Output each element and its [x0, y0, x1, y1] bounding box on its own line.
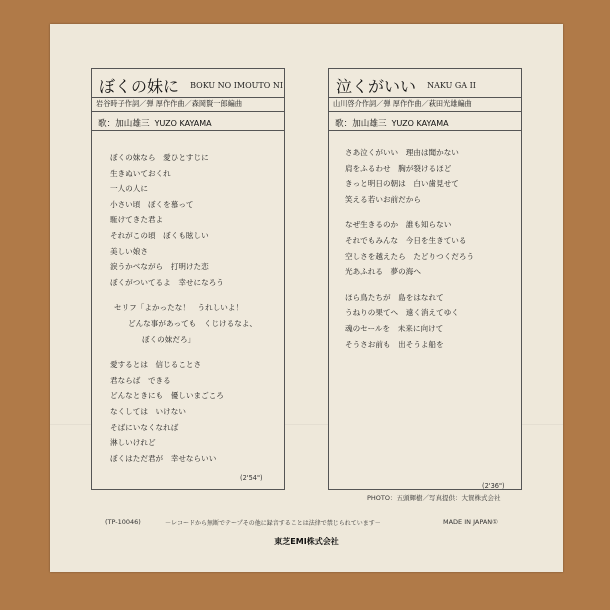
lyric-line: そうさお前も 出そうよ船を [345, 339, 444, 349]
lyric-line: 魂のセールを 未来に向けて [345, 323, 444, 333]
copyright-notice: －レコードから無断でテープその他に録音することは法律で禁じられています－ [165, 520, 381, 527]
lyric-line: 光あふれる 夢の海へ [345, 267, 421, 277]
lyric-line: 空しさを越えたら たどりつくだろう [345, 251, 475, 261]
lyric-line: 一人の人に [110, 184, 148, 194]
lyric-line: 君ならば できる [110, 375, 171, 385]
lyric-line: それでもみんな 今日を生きている [345, 235, 467, 245]
serifu-line: セリフ「よかったな！ うれしいよ！ [114, 303, 244, 313]
lyric-line: 淋しいけれど [110, 438, 156, 448]
left-title-rule [92, 97, 284, 98]
lyric-line: なくしては いけない [110, 406, 186, 416]
lyric-line: 駈けてきた君よ [110, 215, 164, 225]
left-lyrics [110, 150, 280, 466]
lyric-line: 美しい娘さ [110, 246, 148, 256]
left-duration: (2'54") [240, 474, 263, 482]
right-song-panel [328, 68, 522, 490]
lyric-line: 笑える若いお前だから [345, 194, 421, 204]
left-singer [98, 117, 212, 129]
left-singer-jp: 歌：加山雄三 [98, 119, 150, 129]
right-credits-rule [329, 111, 521, 112]
left-singer-rule [92, 130, 284, 131]
lyric-line: それがこの頃 ぼくも眩しい [110, 230, 209, 240]
serifu-line: どんな事があっても くじけるなよ、 [128, 318, 258, 328]
made-in-japan: MADE IN JAPAN① [443, 518, 498, 526]
record-label: 東芝EMI株式会社 [274, 537, 339, 546]
left-title-row [99, 74, 284, 96]
right-title-row [336, 74, 517, 96]
lyric-line: なぜ生きるのか 誰も知らない [345, 220, 452, 230]
right-singer-jp: 歌：加山雄三 [335, 119, 387, 129]
right-duration: (2'36") [482, 482, 505, 490]
stanza-gap [345, 207, 517, 217]
lyric-line: きっと明日の朝は 白い歯見せて [345, 179, 459, 189]
lyric-line: どんなときにも 優しいまごころ [110, 391, 224, 401]
catalog-number: (TP-10046) [105, 518, 141, 526]
right-title-rule [329, 97, 521, 98]
left-singer-en: YUZO KAYAMA [154, 119, 212, 128]
right-singer-rule [329, 130, 521, 131]
right-title-jp: 泣くがいい [336, 77, 417, 96]
right-lyrics [345, 145, 517, 352]
lyric-line: 肩をふるわせ 胸が裂けるほど [345, 163, 452, 173]
lyric-line: 小さい頃 ぼくを慕って [110, 199, 194, 209]
lyric-line: ぼくの妹なら 愛ひとすじに [110, 153, 209, 162]
lyric-line: ぼくがついてるよ 幸せになろう [110, 277, 224, 287]
left-credits-rule [92, 111, 284, 112]
lyric-line: さあ泣くがいい 理由は聞かない [345, 148, 459, 157]
photo-credit: PHOTO：五頭輝樹／写真提供：大賀株式会社 [367, 494, 501, 502]
stanza-gap [110, 290, 280, 300]
left-title-jp: ぼくの妹に [99, 77, 180, 96]
lyric-line: そばにいなくなれば [110, 422, 179, 432]
lyric-line: ぼくはただ君が 幸せならいい [110, 453, 217, 463]
lyric-line: 生きぬいておくれ [110, 168, 171, 178]
left-title-en: BOKU NO IMOUTO NI [190, 81, 284, 90]
stanza-gap [110, 347, 280, 357]
lyric-line: ほら鳥たちが 島をはなれて [345, 292, 444, 302]
right-singer [335, 117, 449, 129]
left-credits: 岩谷時子作詞／弾 厚作作曲／森岡賢一郎編曲 [96, 99, 243, 108]
serifu-line: ぼくの妹だろ」 [142, 334, 196, 344]
lyric-line: 愛するとは 信じることさ [110, 360, 202, 370]
right-credits: 山川啓介作詞／弾 厚作作曲／萩田光雄編曲 [333, 99, 472, 108]
right-singer-en: YUZO KAYAMA [391, 119, 449, 128]
lyric-line: 涙うかべながら 打明けた恋 [110, 262, 209, 272]
right-title-en: NAKU GA II [427, 81, 476, 90]
left-song-panel [91, 68, 285, 490]
stanza-gap [345, 280, 517, 290]
lyric-line: うねりの果てへ 遠く消えてゆく [345, 308, 459, 318]
lyric-sheet [50, 24, 563, 572]
